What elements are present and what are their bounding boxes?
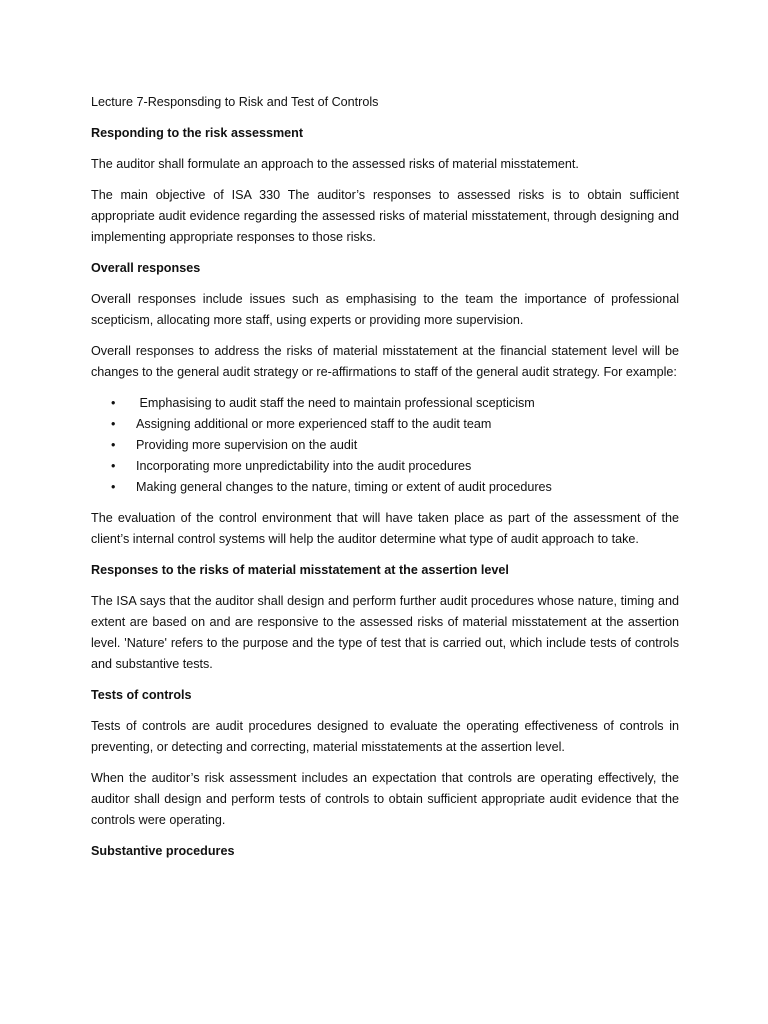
bullet-list — [91, 393, 679, 498]
paragraph-overall-2: Overall responses to address the risks of material misstatement at the financial statement level will be changes to the general audit strategy or re-affirmations to staff of the general audit strategy. For example: — [91, 344, 679, 379]
list-item-text: Providing more supervision on the audit — [136, 438, 358, 452]
section-heading-overall: Overall responses — [91, 261, 201, 275]
list-item-text: Incorporating more unpredictability into the audit procedures — [136, 459, 472, 473]
bullet-icon: • — [111, 396, 116, 410]
section-heading-responding: Responding to the risk assessment — [91, 126, 304, 140]
list-item — [91, 477, 679, 498]
paragraph-evaluation: The evaluation of the control environment that will have taken place as part of the assessment of the client’s internal control systems will help the auditor determine what type of audit approach to take. — [91, 511, 679, 546]
document-page — [91, 92, 679, 872]
paragraph-tests-2: When the auditor’s risk assessment includes an expectation that controls are operating effectively, the auditor shall design and perform tests of controls to obtain sufficient appropriate audit evidence that the controls were operating. — [91, 771, 679, 827]
paragraph-assertion: The ISA says that the auditor shall design and perform further audit procedures whose nature, timing and extent are based on and are responsive to the assessed risks of material misstatement at the assertion level. 'Nature' refers to the purpose and the type of test that is carried out, which include tests of controls and substantive tests. — [91, 594, 679, 671]
section-heading-substantive: Substantive procedures — [91, 844, 235, 858]
list-item-text: Making general changes to the nature, timing or extent of audit procedures — [136, 480, 552, 494]
paragraph-overall-1: Overall responses include issues such as emphasising to the team the importance of professional scepticism, allocating more staff, using experts or providing more supervision. — [91, 292, 679, 327]
paragraph-responding-2: The main objective of ISA 330 The auditor’s responses to assessed risks is to obtain sufficient appropriate audit evidence regarding the assessed risks of material misstatement, through designing and implementing appropriate responses to those risks. — [91, 188, 679, 244]
section-heading-tests-of-controls: Tests of controls — [91, 688, 192, 702]
bullet-icon: • — [111, 438, 116, 452]
bullet-icon: • — [111, 480, 116, 494]
section-heading-assertion: Responses to the risks of material misstatement at the assertion level — [91, 563, 509, 577]
list-item — [91, 414, 679, 435]
paragraph-responding-1: The auditor shall formulate an approach to the assessed risks of material misstatement. — [91, 157, 579, 171]
bullet-icon: • — [111, 459, 116, 473]
list-item-text: Emphasising to audit staff the need to maintain professional scepticism — [136, 396, 535, 410]
bullet-icon: • — [111, 417, 116, 431]
list-item — [91, 435, 679, 456]
paragraph-tests-1: Tests of controls are audit procedures designed to evaluate the operating effectiveness of controls in preventing, or detecting and correcting, material misstatements at the assertion level. — [91, 719, 679, 754]
list-item — [91, 393, 679, 414]
document-title: Lecture 7-Responsding to Risk and Test of Controls — [91, 95, 379, 109]
list-item — [91, 456, 679, 477]
list-item-text: Assigning additional or more experienced staff to the audit team — [136, 417, 492, 431]
